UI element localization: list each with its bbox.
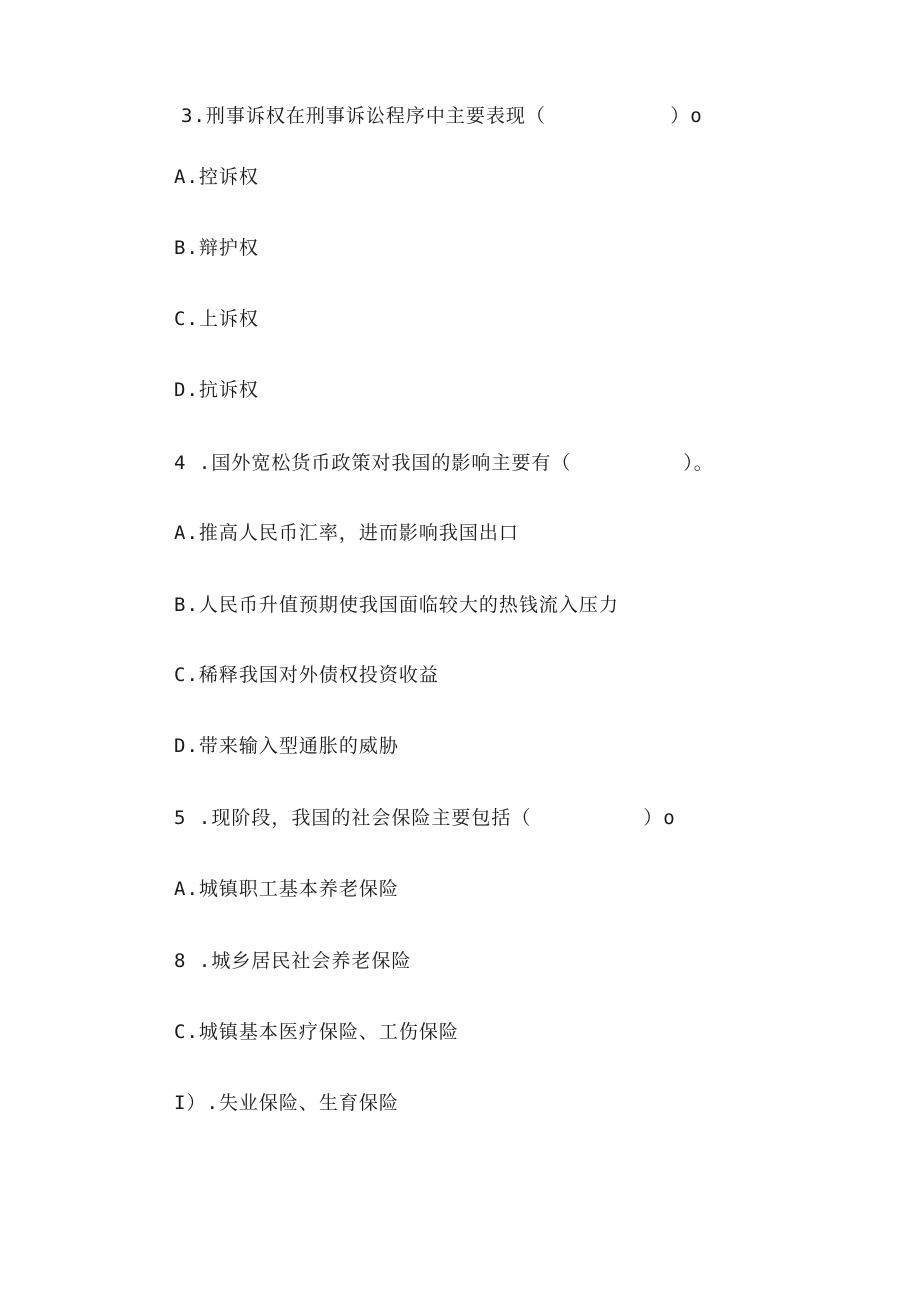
question-4-option-d: D.带来输入型通胀的威胁	[174, 735, 399, 757]
question-3-option-c: C.上诉权	[174, 308, 259, 330]
question-5-stem: 5 .现阶段，我国的社会保险主要包括（ ）o	[174, 807, 676, 829]
question-4-option-b: B.人民币升值预期使我国面临较大的热钱流入压力	[174, 594, 619, 616]
question-3-option-d: D.抗诉权	[174, 379, 259, 401]
question-3-option-a: A.控诉权	[174, 166, 259, 188]
question-5-option-b: 8 .城乡居民社会养老保险	[174, 950, 412, 972]
question-5-option-d: I）.失业保险、生育保险	[174, 1092, 399, 1114]
question-4-option-a: A.推高人民币汇率，进而影响我国出口	[174, 522, 519, 544]
question-3-stem: 3.刑事诉权在刑事诉讼程序中主要表现（ ）o	[181, 105, 703, 127]
question-4-option-c: C.稀释我国对外债权投资收益	[174, 664, 439, 686]
question-4-stem: 4 .国外宽松货币政策对我国的影响主要有（ ）。	[174, 452, 714, 474]
question-5-option-a: A.城镇职工基本养老保险	[174, 878, 399, 900]
question-3-option-b: B.辩护权	[174, 237, 259, 259]
question-5-option-c: C.城镇基本医疗保险、工伤保险	[174, 1021, 459, 1043]
